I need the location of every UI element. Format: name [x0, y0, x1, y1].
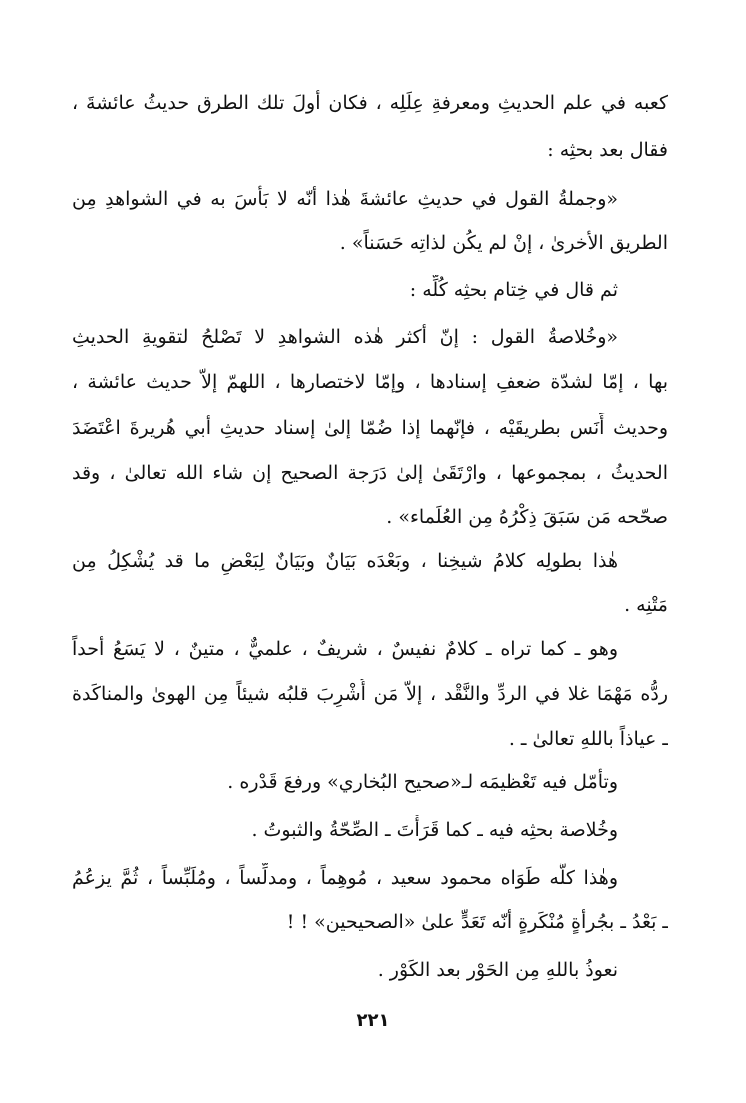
text-line-18: وهٰذا كلُّه طَوَاه محمود سعيد ، مُوهِماً ، ومدلِّساً ، ومُلَبِّساً ، ثُمَّ يزعُمُ: [72, 867, 618, 889]
text-line-13: وهو ـ كما تراه ـ كلامٌ نفيسٌ ، شريفٌ ، علميٌّ ، متينٌ ، لا يَسَعُ أحداً: [72, 638, 618, 660]
text-line-11: هٰذا بطولِه كلامُ شيخِنا ، وبَعْدَه بَيَانٌ وبَيَانٌ لِبَعْضِ ما قد يُشْكِلُ مِن: [72, 550, 618, 572]
text-line-8: وحديث أَنَس بطريقَيْه ، فإنّهما إذا ضُمّا إلىٰ إسناد حديثِ أبي هُريرةَ اعْتَضَدَ: [72, 417, 668, 439]
text-line-10: صحّحه مَن سَبَقَ ذِكْرُهُ مِن العُلَماء» .: [386, 506, 668, 528]
text-line-3: «وجملةُ القول في حديثِ عائشةَ هٰذا أنّه لا بَأْسَ به في الشواهدِ مِن: [72, 188, 618, 210]
text-line-15: ـ عياذاً باللهِ تعالىٰ ـ .: [508, 728, 668, 750]
text-line-4: الطريق الأخرىٰ ، إنْ لم يكُن لذاتِه حَسَناً» .: [339, 232, 668, 254]
text-line-17: وخُلاصة بحثِه فيه ـ كما قَرَأْتَ ـ الصِّحّةُ والثبوتُ .: [251, 819, 618, 841]
text-line-1: كعبه في علم الحديثِ ومعرفةِ عِلَلِه ، فكان أولَ تلك الطرق حديثُ عائشةَ ،: [72, 92, 668, 114]
text-line-7: بها ، إمّا لشدّة ضعفِ إسنادها ، وإمّا لاختصارها ، اللهمّ إلاّ حديث عائشة ،: [72, 371, 668, 393]
text-line-9: الحديثُ ، بمجموعها ، وارْتَقَىٰ إلىٰ دَرَجة الصحيح إن شاء الله تعالىٰ ، وقد: [72, 462, 668, 484]
text-line-16: وتأمّل فيه تَعْظيمَه لـ«صحيح البُخاري» ورفعَ قَدْره .: [227, 771, 618, 793]
text-line-14: ردُّه مَهْمَا غلا في الردِّ والنَّقْد ، إلاّ مَن أُشْرِبَ قلبُه شيئاً مِن الهوىٰ والمناكَدة: [72, 683, 668, 705]
page-number: ٢٢١: [356, 1010, 390, 1031]
text-line-5: ثم قال في خِتام بحثِه كُلِّه :: [409, 279, 618, 301]
text-line-19: ـ بَعْدُ ـ بجُرأةٍ مُنْكَرةٍ أنّه تَعَدٍّ علىٰ «الصحيحين» ! !: [286, 911, 668, 933]
text-line-20: نعوذُ باللهِ مِن الحَوْر بعد الكَوْر .: [377, 959, 618, 981]
text-line-6: «وخُلاصةُ القول : إنّ أكثر هٰذه الشواهدِ لا تَصْلحُ لتقويةِ الحديثِ: [72, 326, 618, 348]
text-line-2: فقال بعد بحثِه :: [547, 139, 668, 161]
text-line-12: مَتْنِه .: [624, 594, 668, 616]
